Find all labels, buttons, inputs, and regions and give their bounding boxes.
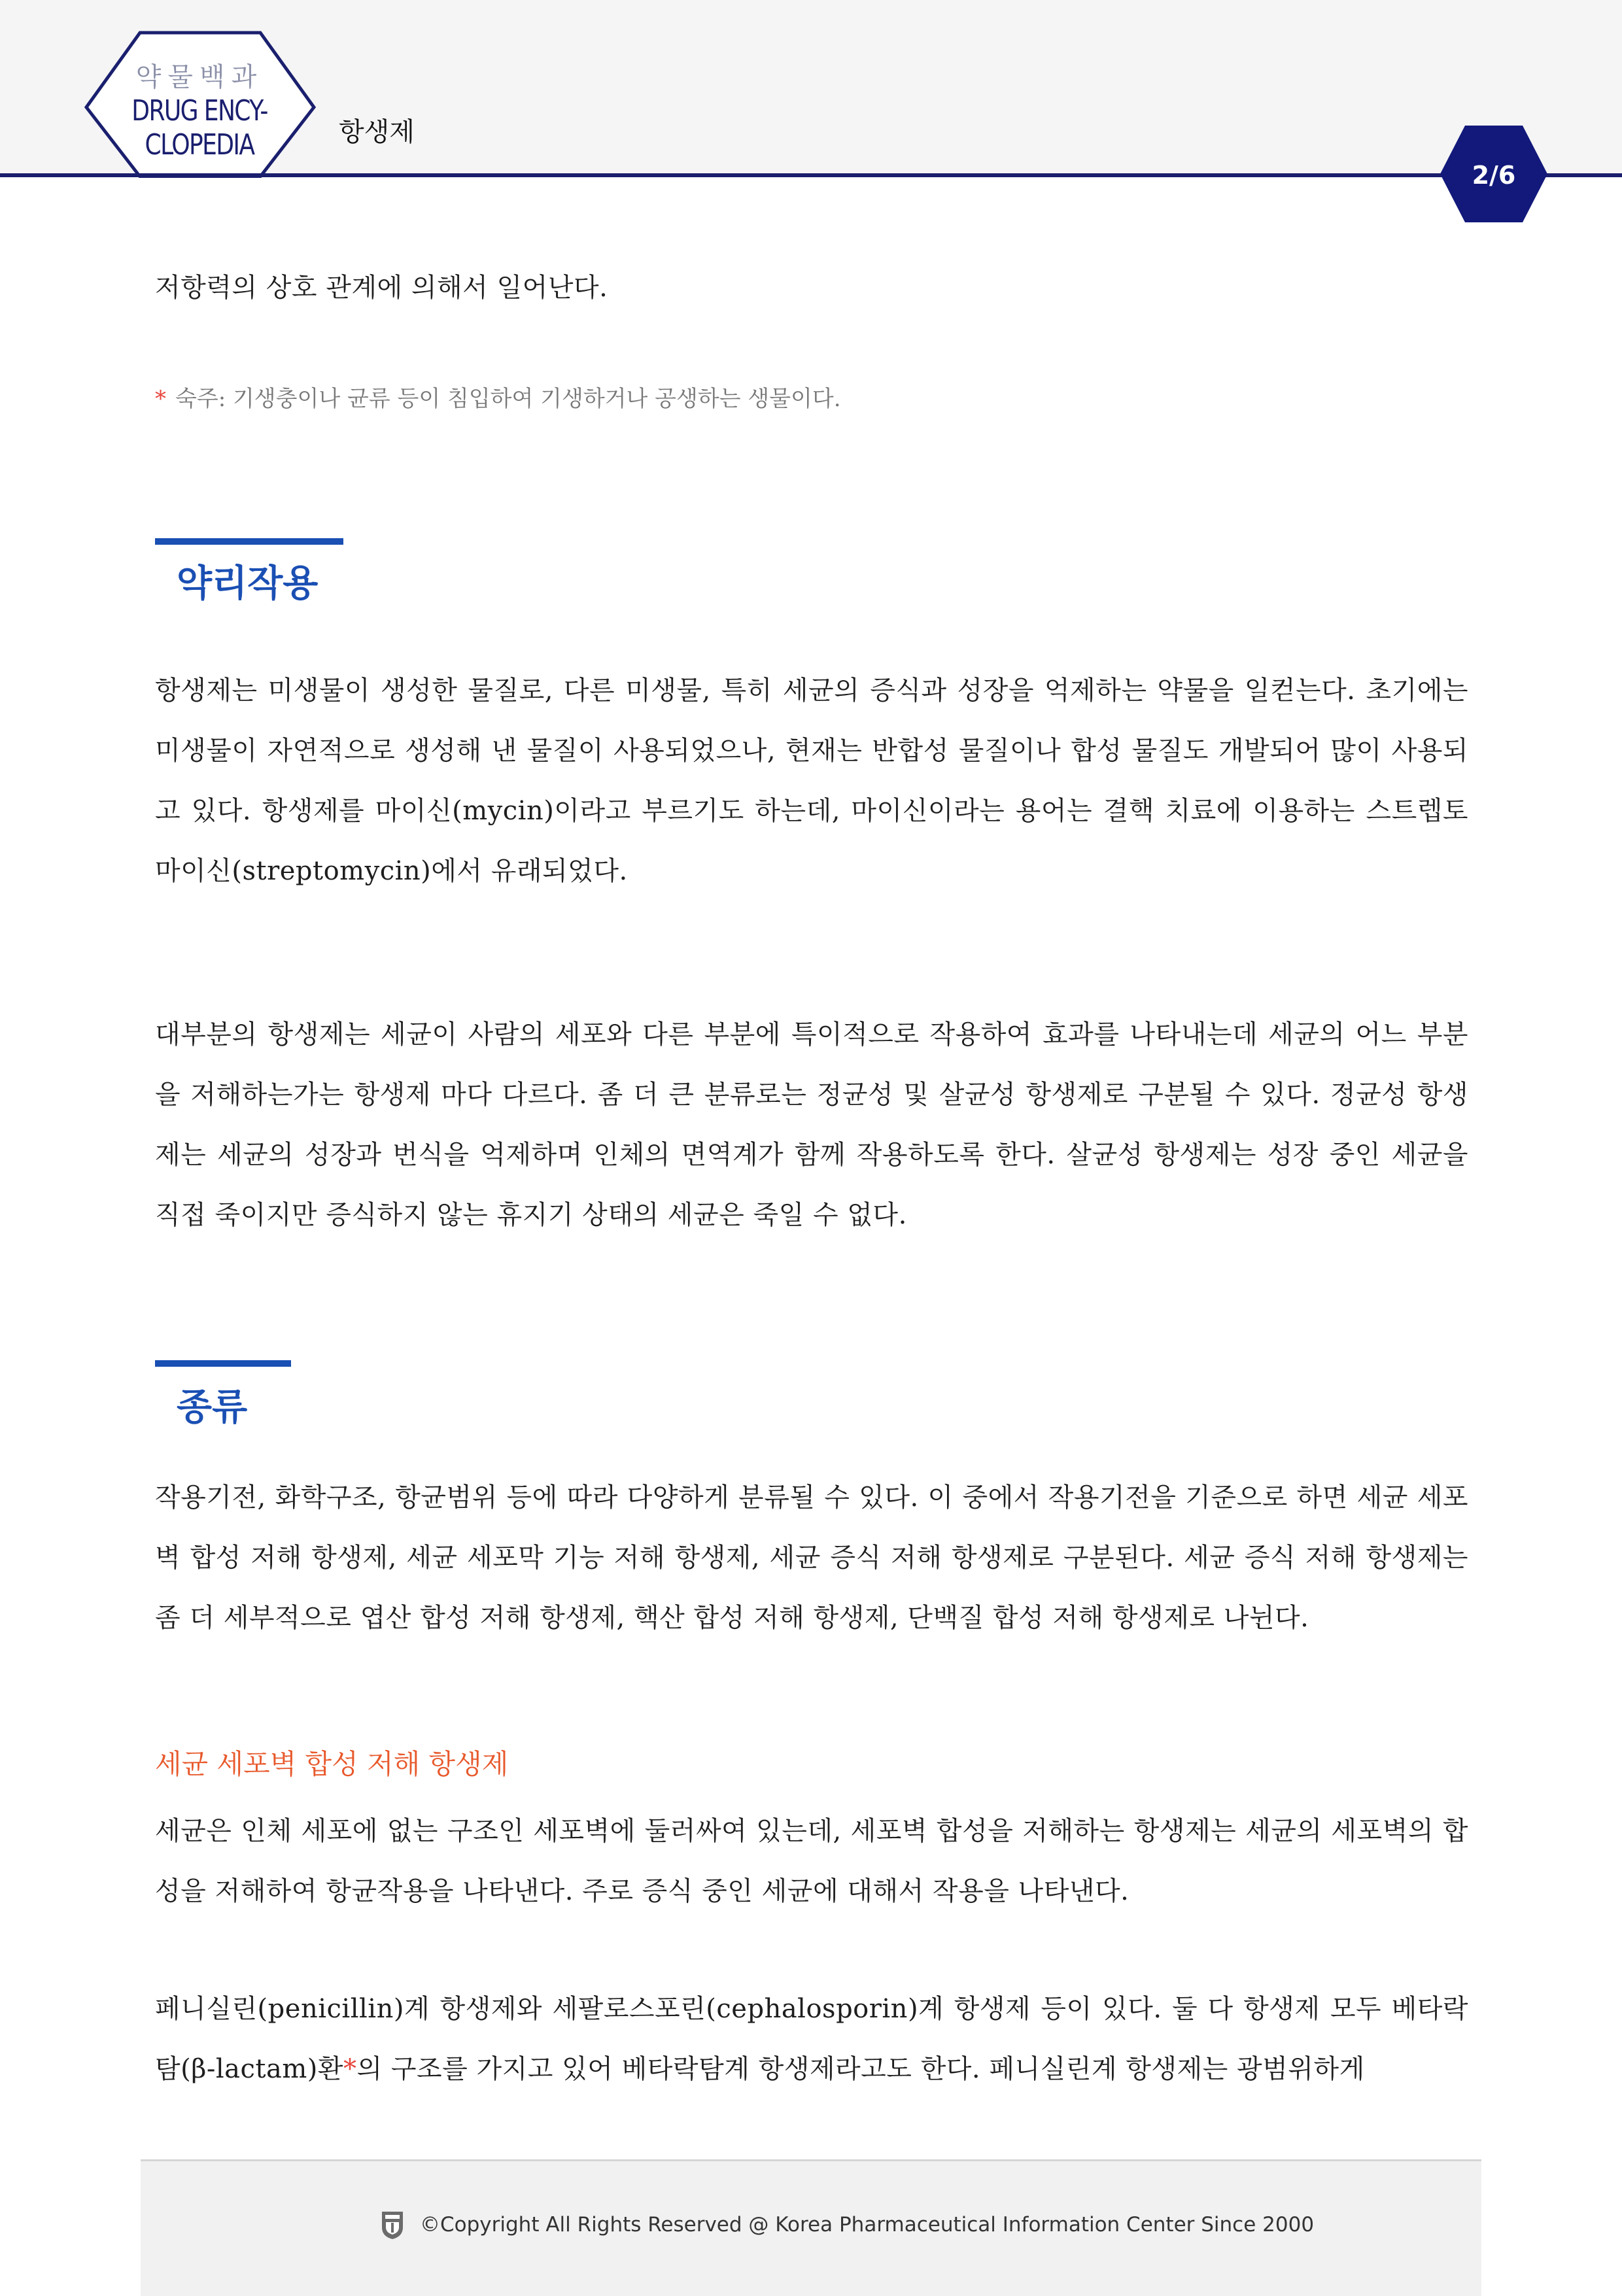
host-footnote (155, 381, 841, 413)
penicillin-paragraph (155, 1979, 1468, 2099)
footnote-text: 숙주: 기생충이나 균류 등이 침입하여 기생하거나 공생하는 생물이다. (175, 386, 841, 412)
page-number: 2/6 (1472, 161, 1516, 190)
footer (379, 2205, 1314, 2244)
section-accent-bar-types (155, 1360, 291, 1367)
penicillin-text-b: 의 구조를 가지고 있어 베타락탐계 항생제라고도 한다. 페니실린계 항생제는 광범위하게 (356, 2054, 1365, 2084)
ring-footnote-star: * (343, 2054, 357, 2084)
intro-continuation: 저항력의 상호 관계에 의해서 일어난다. (155, 273, 608, 303)
section-title-pharmacology: 약리작용 (177, 562, 319, 605)
pharmacology-paragraph-1: 항생제는 미생물이 생성한 물질로, 다른 미생물, 특히 세균의 증식과 성장을 억제하는 약물을 일컫는다. 초기에는 미생물이 자연적으로 생성해 낸 물질이 사용되었으나, 현재는 반합성 물질이나 합성 물질도 개발되어 많이 사용되고 있다. 항생제를 마이신(mycin)이라고 부르기도 하는데, 마이신이라는 용어는 결핵 치료에 이용하는 스트렙토마이신(streptomycin)에서 유래되었다. (155, 676, 1468, 886)
header-divider (0, 173, 1622, 177)
logo-english-line1: DRUG ENCY- (131, 94, 267, 128)
penicillin-text-a: 페니실린(penicillin)계 항생제와 세팔로스포린(cephalosporin)계 항생제 등이 있다. 둘 다 항생제 모두 베타락탐(β-lactam)환 (155, 1994, 1468, 2084)
pharmacology-paragraph-2: 대부분의 항생제는 세균이 사람의 세포와 다른 부분에 특이적으로 작용하여 효과를 나타내는데 세균의 어느 부분을 저해하는가는 항생제 마다 다르다. 좀 더 큰 분류로는 정균성 및 살균성 항생제로 구분될 수 있다. 정균성 항생제는 세균의 성장과 번식을 억제하며 인체의 면역계가 함께 작용하도록 한다. 살균성 항생제는 성장 중인 세균을 직접 죽이지만 증식하지 않는 휴지기 상태의 세균은 죽일 수 없다. (155, 1019, 1468, 1230)
logo-english-line2: CLOPEDIA (145, 128, 254, 162)
header-title: 항생제 (339, 117, 415, 147)
section-title-types: 종류 (177, 1386, 248, 1429)
kpic-emblem-icon (379, 2209, 406, 2240)
footnote-star: * (155, 386, 166, 412)
copyright-text: ©Copyright All Rights Reserved @ Korea Pharmaceutical Information Center Since 2000 (420, 2213, 1315, 2236)
cell-wall-paragraph: 세균은 인체 세포에 없는 구조인 세포벽에 둘러싸여 있는데, 세포벽 합성을 저해하는 항생제는 세균의 세포벽의 합성을 저해하여 항균작용을 나타낸다. 주로 증식 중인 세균에 대해서 작용을 나타낸다. (155, 1816, 1468, 1906)
types-paragraph-1: 작용기전, 화학구조, 항균범위 등에 따라 다양하게 분류될 수 있다. 이 중에서 작용기전을 기준으로 하면 세균 세포벽 합성 저해 항생제, 세균 세포막 기능 저해 항생제, 세균 증식 저해 항생제로 구분된다. 세균 증식 저해 항생제는 좀 더 세부적으로 엽산 합성 저해 항생제, 핵산 합성 저해 항생제, 단백질 합성 저해 항생제로 나뉜다. (155, 1482, 1468, 1633)
subheading-cell-wall-inhibitors: 세균 세포벽 합성 저해 항생제 (155, 1748, 509, 1780)
logo-korean-text: 약물백과 (135, 62, 264, 92)
section-accent-bar-pharmacology (155, 538, 343, 545)
